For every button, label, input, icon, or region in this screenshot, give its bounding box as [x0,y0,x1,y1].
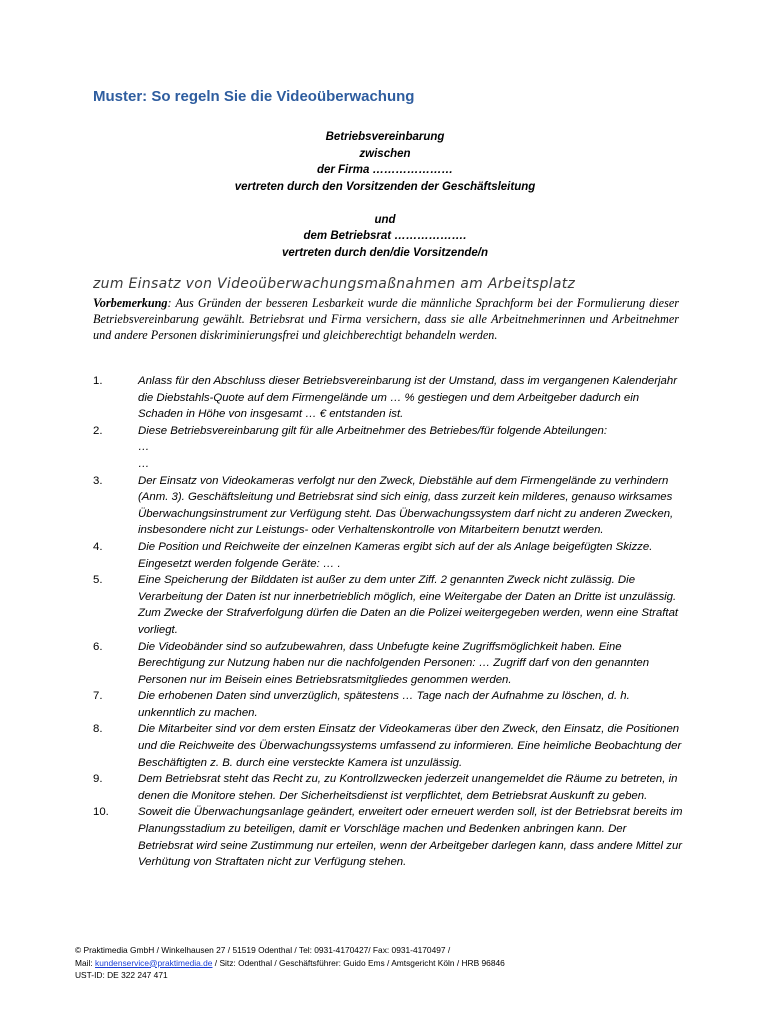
preamble-label: Vorbemerkung [93,296,168,310]
item-text: Die Position und Reichweite der einzelnen Kameras ergibt sich auf der als Anlage beigefügten Skizze. Eingesetzt werden folgende Geräte: … . [138,540,653,570]
works-council-representative: vertreten durch den/die Vorsitzende/n [282,246,488,259]
clauses-list [93,373,683,871]
item-text: Soweit die Überwachungsanlage geändert, erweitert oder erneuert werden soll, ist der Betriebsrat bereits im Planungsstadium zu beteiligen, damit er Vorschläge machen und Bedenken anbringen kann. Der Betriebsrat wird seine Zustimmung nur erteilen, wenn der Arbeitgeber darlegen kann, dass andere Mittel zur Verhütung von Straftaten nicht zur Verfügung stehen. [138,806,683,869]
item-number: 3. [93,474,103,487]
list-item [93,688,683,721]
between-label: zwischen [359,147,411,160]
company-representative: vertreten durch den Vorsitzenden der Geschäftsleitung [234,180,536,193]
agreement-heading: Betriebsvereinbarung [325,131,445,143]
list-item [93,572,683,638]
list-item [93,539,683,572]
footer-vat-id: UST-ID: DE 322 247 471 [75,970,168,980]
email-link[interactable]: kundenservice@praktimedia.de [95,957,213,968]
item-placeholder: … [138,441,150,454]
item-text: Diese Betriebsvereinbarung gilt für alle Arbeitnehmer des Betriebes/für folgende Abteilungen: [138,424,607,437]
item-text: Die erhobenen Daten sind unverzüglich, spätestens … Tage nach der Aufnahme zu löschen, d. h. unkenntlich zu machen. [138,690,630,719]
preamble-text: : Aus Gründen der besseren Lesbarkeit wurde die männliche Sprachform bei der Formulierung dieser Betriebsvereinbarung gewählt. Betriebsrat und Firma versichern, dass sie alle Arbeitnehmerinnen und Arbeitnehmer und andere Personen diskriminierungsfrei und gleichberechtigt behandeln werden. [93,296,679,342]
list-item [93,771,683,804]
item-number: 5. [93,574,103,587]
footer-address: © Praktimedia GmbH / Winkelhausen 27 / 51519 Odenthal / Tel: 0931-4170427/ Fax: 0931-4170497 / [75,945,451,955]
item-text: Der Einsatz von Videokameras verfolgt nur den Zweck, Diebstähle auf dem Firmengelände zu verhindern (Anm. 3). Geschäftsleitung und Betriebsrat sind sich einig, dass zurzeit kein milderes, genauso wirksames Überwachungsinstrument zur Verfügung steht. Das Überwachungssystem darf nicht zu anderen Zwecken, insbesondere nicht zur Leistungs- oder Verhaltenskontrolle von Mitarbeitern benutzt werden. [138,474,674,537]
item-text: Die Videobänder sind so aufzubewahren, dass Unbefugte keine Zugriffsmöglichkeit haben. Eine Berechtigung zur Nutzung haben nur die nachfolgenden Personen: … Zugriff darf von den genannten Personen nur im Beisein eines Betriebsratsmitgliedes genommen werden. [138,640,650,686]
item-number: 10. [93,806,109,819]
section-subheading: zum Einsatz von Videoüberwachungsmaßnahmen am Arbeitsplatz [93,276,576,292]
list-item [93,423,683,473]
list-item [93,373,683,423]
list-item [93,473,683,539]
agreement-parties [0,129,770,261]
item-text: Die Mitarbeiter sind vor dem ersten Einsatz der Videokameras über den Zweck, den Einsatz, die Positionen und die Reichweite des Überwachungssystems umfassend zu informieren. Eine heimliche Beobachtung der Beschäftigten z. B. durch eine versteckte Kamera ist unzulässig. [138,723,682,769]
works-council-line: dem Betriebsrat ………………. [303,230,467,242]
item-number: 8. [93,723,103,736]
item-number: 2. [93,424,103,437]
preamble-paragraph [93,295,679,343]
page-footer [75,944,695,982]
item-text: Dem Betriebsrat steht das Recht zu, zu Kontrollzwecken jederzeit unangemeldet die Räume zu betreten, in denen die Monitore stehen. Der Sicherheitsdienst ist verpflichtet, dem Betriebsrat Auskunft zu geben. [138,773,678,802]
footer-mail-label: Mail: [75,957,96,968]
item-text: Anlass für den Abschluss dieser Betriebsvereinbarung ist der Umstand, dass im vergangenen Kalenderjahr die Diebstahls-Quote auf dem Firmengelände um … % gestiegen und dem Arbeitgeber dadurch ein Schaden in Höhe von insgesamt … € entstanden ist. [138,375,678,421]
item-text: Eine Speicherung der Bilddaten ist außer zu dem unter Ziff. 2 genannten Zweck nicht zulässig. Die Verarbeitung der Daten ist nur innerbetrieblich möglich, eine Weitergabe der Daten an Dritte ist unzulässig. Zum Zwecke der Strafverfolgung dürfen die Daten an die Polizei weitergegeben werden, wenn eine Straftat vorliegt. [138,574,679,636]
item-number: 1. [93,375,103,387]
footer-contact [75,957,695,970]
and-label: und [374,213,396,226]
page-title: Muster: So regeln Sie die Videoüberwachung [93,88,415,105]
item-number: 9. [93,773,103,786]
list-item [93,721,683,771]
item-number: 4. [93,540,103,553]
item-number: 6. [93,640,103,653]
company-line: der Firma ………………… [316,164,454,176]
list-item [93,804,683,870]
item-number: 7. [93,690,103,703]
list-item [93,639,683,689]
footer-company-info: / Sitz: Odenthal / Geschäftsführer: Guido Ems / Amtsgericht Köln / HRB 96846 [212,957,505,968]
item-placeholder: … [138,457,150,470]
